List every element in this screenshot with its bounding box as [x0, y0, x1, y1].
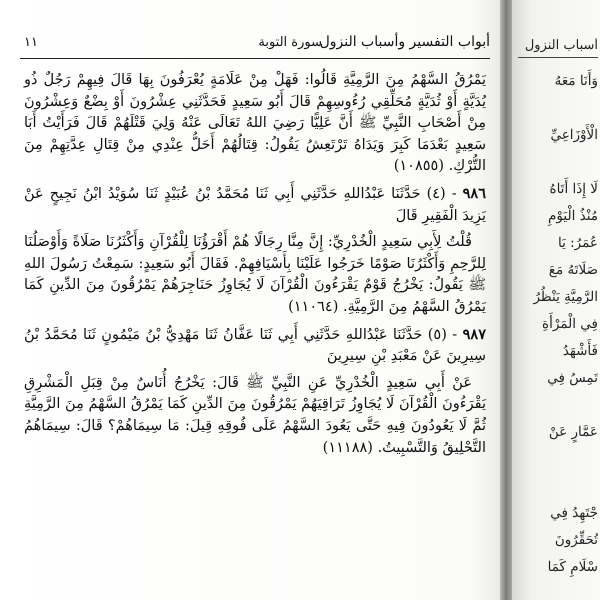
right-page-line: عَمَّارٍ عَنْ: [548, 424, 598, 440]
right-page-line: تَمِسُ فِي: [547, 370, 598, 386]
right-page-line: لَا إِذَا أَتَاهُ: [549, 181, 598, 197]
isnad-text: - (٥) حَدَّثَنَا عَبْدُاللهِ حَدَّثَنِي أَبِي ثَنَا عَفَّانُ ثَنَا مَهْدِيُّ بْنُ مَيْمُونٍ ثَنَا مُحَمَّدُ بْنُ سِيرِينَ عَنْ مَعْبَدِ بْنِ سِيرِينَ: [24, 326, 486, 365]
paragraph-text: عَنْ أَبِي سَعِيدٍ الْخُدْرِيِّ عَنِ النَّبِيِّ ﷺ قَالَ: يَخْرُجُ أُنَاسٌ مِنْ قِبَلِ الْمَشْرِقِ يَقْرَءُونَ الْقُرْآنَ لَا يُجَاوِزُ تَرَاقِيَهُمْ يَمْرُقُونَ مِنَ الدِّينِ كَمَا يَمْرُقُ السَّهْمُ مِنَ الرَّمِيَّةِ ثُمَّ لَا يَعُودُونَ فِيهِ حَتَّى يَعُودَ السَّهْمُ عَلَى فُوقِهِ قِيلَ: مَا سِيمَاهُمْ؟ قَالَ: سِيمَاهُمُ التَّحْلِيقُ وَالتَّسْبِيتُ.: [24, 374, 486, 456]
paragraph-text: يَمْرُقُ السَّهْمُ مِنَ الرَّمِيَّةِ قَالُوا: فَهَلْ مِنْ عَلَامَةٍ يُعْرَفُونَ بِهَا قَالَ فِيهِمْ رَجُلٌ ذُو يُدَيَّةٍ أَوْ ثُدَيَّةٍ مُحَلِّقِي رُءُوسِهِمْ قَالَ أَبُو سَعِيدٍ فَحَدَّثَنِي عِشْرُونَ أَوْ بِضْعٌ وَعِشْرُونَ مِنْ أَصْحَابِ النَّبِيِّ ﷺ أَنَّ عَلِيًّا رَضِيَ اللهُ تَعَالَى عَنْهُ وَلِيَ قَتْلَهُمْ قَالَ فَرَأَيْتُ أَبَا سَعِيدٍ بَعْدَمَا كَبِرَ وَيَدَاهُ تَرْتَعِشُ يَقُولُ: قِتَالُهُمْ أَحَلُّ عِنْدِي مِنْ قِتَالِ عِدَّتِهِمْ مِنَ التُّرْكِ.: [24, 72, 486, 175]
hadith-paragraph: [24, 70, 486, 178]
hadith-paragraph: [24, 232, 486, 318]
right-page-line: جْتَهِدُ فِي: [550, 505, 598, 521]
right-page-line: تُحَقِّرُونَ: [554, 532, 598, 548]
right-page-line: فِي الْمَرْأَةِ: [542, 316, 598, 332]
right-page-line: الْأَوْزَاعِيِّ: [550, 127, 598, 143]
right-page-line: صَلَاتَهُ مَعَ: [548, 262, 598, 278]
hadith-paragraph: [24, 373, 486, 459]
paragraph-text: قُلْتُ لِأَبِي سَعِيدٍ الْخُدْرِيِّ: إِنَّ مِنَّا رِجَالًا هُمْ أَقْرَؤُنَا لِلْقُرْآنِ وَأَكْثَرُنَا صَلَاةً وَأَوْصَلُنَا لِلرَّحِمِ وَأَكْثَرُنَا صَوْمًا خَرَجُوا عَلَيْنَا بِأَسْيَافِهِمْ. فَقَالَ أَبُو سَعِيدٍ: سَمِعْتُ رَسُولَ اللهِ ﷺ يَقُولُ: يَخْرُجُ قَوْمٌ يَقْرَءُونَ الْقُرْآنَ لَا يُجَاوِزُ حَنَاجِرَهُمْ يَمْرُقُونَ مِنَ الدِّينِ كَمَا يَمْرُقُ السَّهْمُ مِنَ الرَّمِيَّةِ.: [24, 234, 486, 315]
right-page-line: سْلَامِ كَمَا: [547, 559, 598, 575]
right-page-line: فَأَشْهَدُ: [562, 343, 598, 359]
hadith-entry: [24, 183, 486, 227]
right-page-title: أسباب النزول: [524, 38, 598, 53]
isnad-text: - (٤) حَدَّثَنَا عَبْدُاللهِ حَدَّثَنِي أَبِي ثَنَا مُحَمَّدُ بْنُ عُبَيْدٍ ثَنَا سُوَيْدُ ابْنُ نَجِيحٍ عَنْ يَزِيدَ الْفَقِيرِ قَالَ: [24, 185, 486, 224]
right-page-line: عُمَرُ: يَا: [557, 235, 598, 251]
hadith-reference: (١١١٨٨): [322, 439, 373, 456]
page-body: [24, 70, 486, 560]
hadith-number: ٩٨٧: [462, 325, 487, 343]
right-page-line: [518, 446, 598, 473]
right-page-line: وَأَنَا مَعَهُ: [554, 73, 598, 89]
book-title: أبواب التفسير وأسباب النزول: [319, 34, 490, 50]
right-header-rule: [518, 57, 598, 58]
right-page-line: [518, 149, 598, 176]
surah-name: سورة التوبة: [258, 35, 322, 50]
right-page-line: [518, 473, 598, 500]
running-header: [20, 34, 490, 56]
right-page-line: مُنْذُ الْيَوْمِ: [548, 208, 598, 224]
header-rule: [20, 58, 490, 59]
hadith-entry: [24, 324, 486, 368]
hadith-reference: (١١٠٦٤): [288, 298, 339, 315]
right-page-line: [518, 95, 598, 122]
hadith-number: ٩٨٦: [462, 184, 487, 202]
right-page-line: [518, 392, 598, 419]
right-page-line: الرَّمِيَّةِ يَنْظُرُ: [533, 289, 598, 305]
hadith-reference: (١٠٨٥٥): [393, 158, 444, 175]
right-page-fragment: [518, 38, 598, 578]
page-number: ١١: [24, 35, 38, 50]
